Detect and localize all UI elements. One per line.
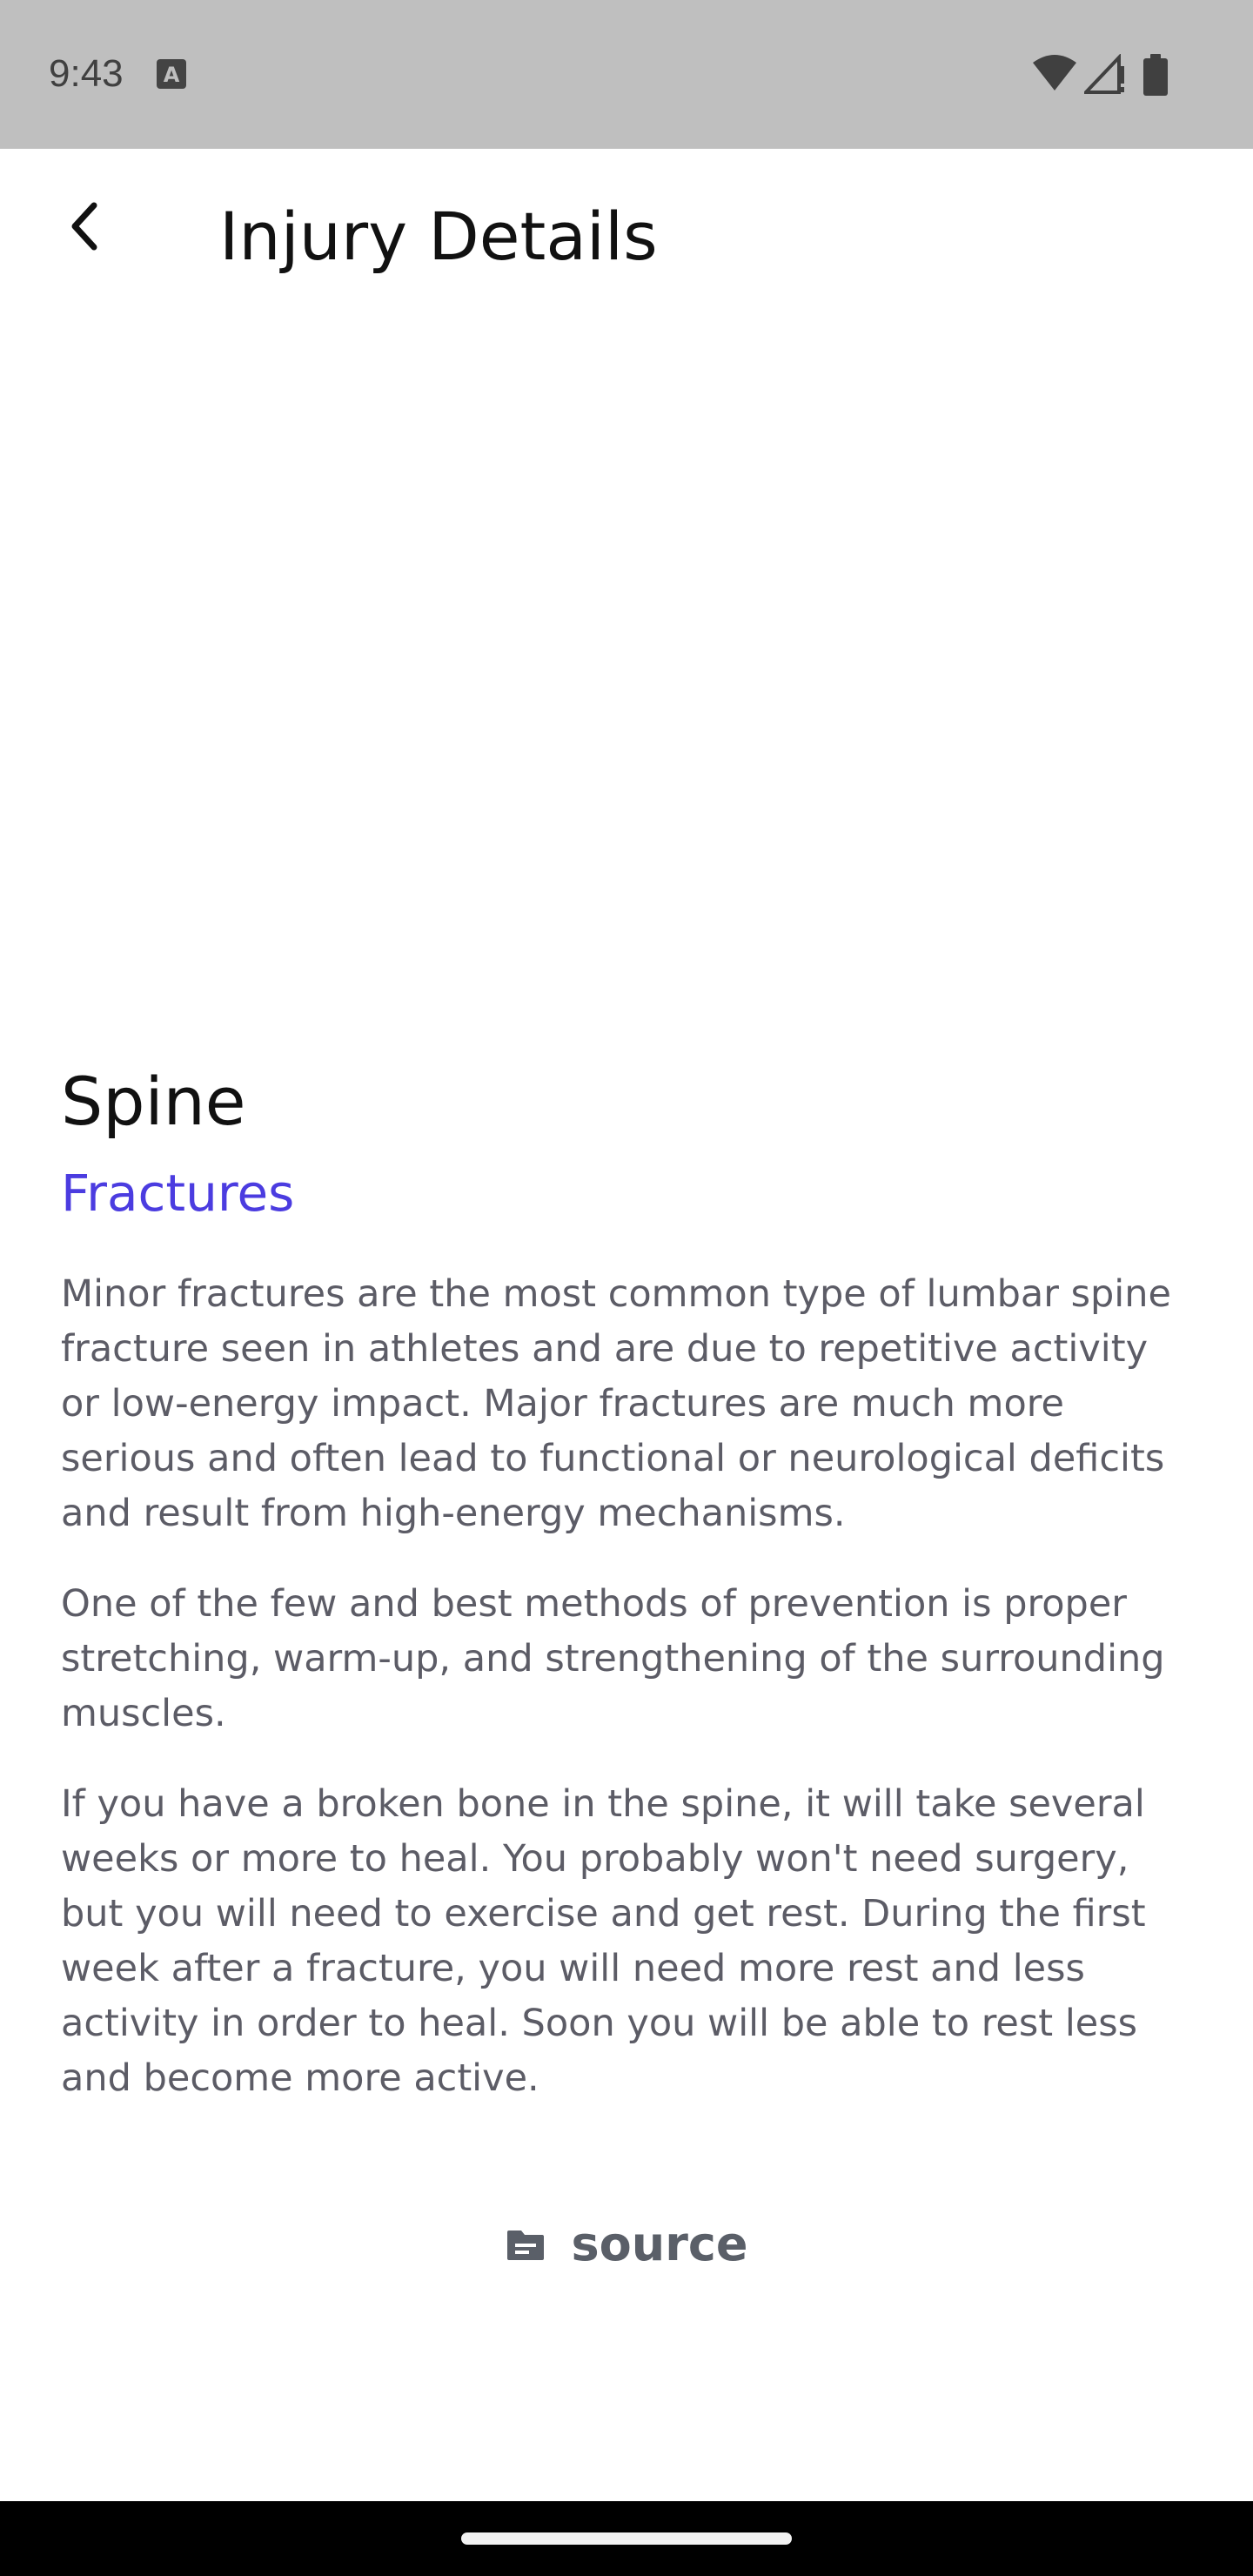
- a-icon: [157, 59, 186, 89]
- chevron-left-icon: [64, 200, 103, 252]
- recovery-paragraph: If you have a broken bone in the spine, it will take several weeks or more to heal. You probably won't need surgery, but you will need to exercise and get rest. During the first week after a fracture, you will need more rest and less activity in order to heal. Soon you will be able to rest less and become more active.: [61, 1782, 1146, 2100]
- folder-icon: [506, 2227, 546, 2262]
- back-button[interactable]: [49, 191, 118, 261]
- page-title: Injury Details: [219, 198, 658, 275]
- home-indicator[interactable]: [461, 2532, 792, 2545]
- injury-type-subtitle: Fractures: [61, 1164, 295, 1223]
- wifi-icon: [1032, 54, 1077, 92]
- svg-text:A: A: [163, 63, 180, 87]
- injury-image-area: [0, 331, 1253, 1027]
- prevention-paragraph: One of the few and best methods of prevention is proper stretching, warm-up, and strengthening of the surrounding muscles.: [61, 1582, 1165, 1735]
- status-time: 9:43: [49, 52, 124, 95]
- description-paragraph: Minor fractures are the most common type of lumbar spine fracture seen in athletes and are due to repetitive activity or low-energy impact. Major fractures are much more serious and often lead to functional or neurological deficits and result from high-energy mechanisms.: [61, 1272, 1171, 1535]
- status-bar: [0, 0, 1253, 149]
- source-button[interactable]: [487, 2205, 766, 2284]
- body-part-title: Spine: [61, 1063, 246, 1140]
- battery-icon: [1143, 54, 1168, 96]
- source-label: source: [571, 2217, 748, 2271]
- signal-icon: [1084, 54, 1126, 94]
